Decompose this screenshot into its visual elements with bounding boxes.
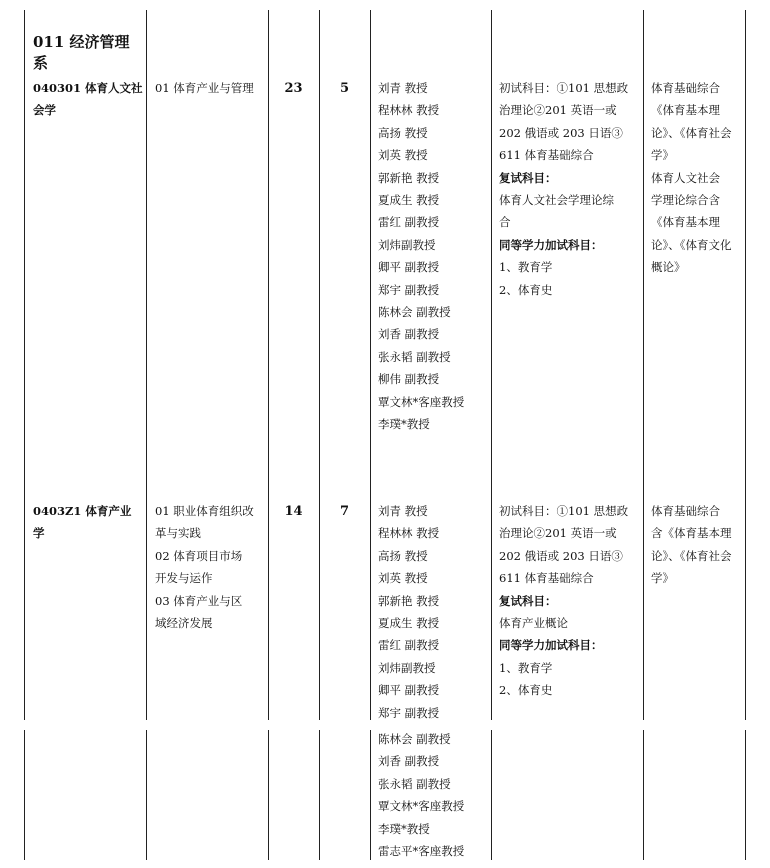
column-rule <box>370 10 371 720</box>
enrollment-count: 14 <box>284 504 303 519</box>
column-rule <box>643 730 644 860</box>
exam-subjects: 初试科目：①101 思想政 治理论②201 英语一或 202 俄语或 203 日语③ 611 体育基础综合 复试科目： 体育人文社会学理论综 合 同等学力加试科目： 1、教育学 2、体育史 <box>499 81 629 297</box>
reference-books: 体育基础综合 《体育基本理 论》、《体育社会 学》 体育人文社会 学理论综合含 《体育基本理 论》、《体育文化 概论》 <box>651 81 732 275</box>
column-rule <box>268 10 269 720</box>
research-directions: 01 职业体育组织改 革与实践 02 体育项目市场 开发与运作 03 体育产业与区 域经济发展 <box>155 504 254 631</box>
major-name: 0403Z1 体育产业 学 <box>33 504 132 541</box>
column-rule <box>319 730 320 860</box>
column-rule <box>745 10 746 720</box>
department-title: 011 经济管理 <box>33 33 130 51</box>
column-rule <box>146 730 147 860</box>
enrollment-count: 23 <box>284 81 303 96</box>
reference-books: 体育基础综合 含《体育基本理 论》、《体育社会 学》 <box>651 504 732 586</box>
column-rule <box>268 730 269 860</box>
exam-subjects: 初试科目：①101 思想政 治理论②201 英语一或 202 俄语或 203 日语③ 611 体育基础综合 复试科目： 体育产业概论 同等学力加试科目： 1、教育学 2、体育史 <box>499 504 629 698</box>
research-directions: 01 体育产业与管理 <box>155 81 254 95</box>
department-heading <box>33 32 145 74</box>
column-rule <box>24 730 25 860</box>
column-rule <box>491 10 492 720</box>
advisor-list: 刘青 教授 程林林 教授 高扬 教授 刘英 教授 郭新艳 教授 夏成生 教授 雷红 副教授 刘炜副教授 卿平 副教授 郑宇 副教授 陈林会 副教授 刘香 副教授 张永韬 副教授 柳伟 副教授 覃文林*客座教授 李璞*教授 <box>378 81 465 432</box>
column-rule <box>491 730 492 860</box>
major-name: 040301 体育人文社 会学 <box>33 81 143 118</box>
department-title-cont: 系 <box>33 54 49 72</box>
column-rule <box>745 730 746 860</box>
exempt-count: 5 <box>339 81 350 96</box>
advisor-list: 刘青 教授 程林林 教授 高扬 教授 刘英 教授 郭新艳 教授 夏成生 教授 雷红 副教授 刘炜副教授 卿平 副教授 郑宇 副教授 <box>378 504 440 720</box>
exempt-count: 7 <box>339 504 350 519</box>
column-rule <box>370 730 371 860</box>
column-rule <box>643 10 644 720</box>
column-rule <box>146 10 147 720</box>
column-rule <box>319 10 320 720</box>
advisor-list-continued: 陈林会 副教授 刘香 副教授 张永韬 副教授 覃文林*客座教授 李璞*教授 雷志平*客座教授 <box>378 732 465 859</box>
column-rule <box>24 10 25 720</box>
